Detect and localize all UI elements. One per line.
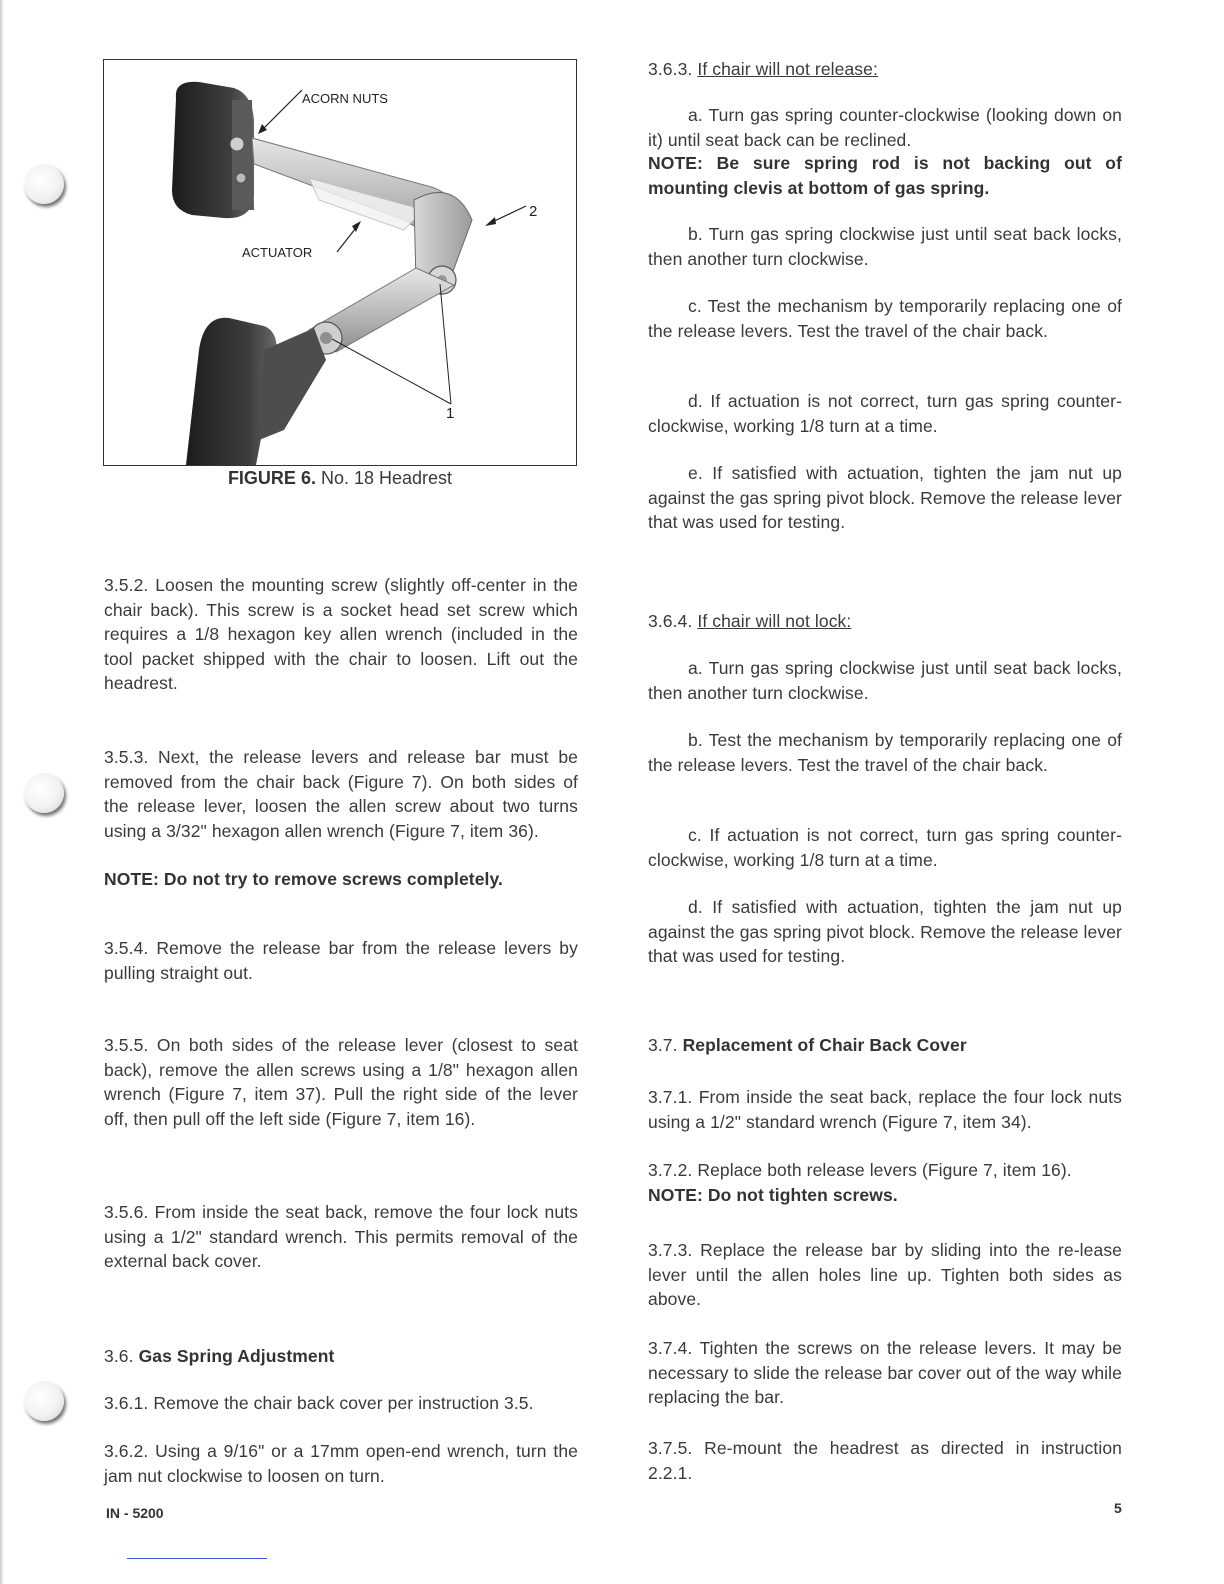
note-3-6-3: NOTE: Be sure spring rod is not backing out of mounting clevis at bottom of gas spring. [648,153,1122,198]
label-acorn-nuts: ACORN NUTS [302,91,388,106]
headrest-illustration [104,60,576,465]
heading-3-6-4-number: 3.6.4. [648,611,693,631]
heading-3-6-3-title: If chair will not release: [697,59,878,79]
para-3-6-3-d: d. If actuation is not correct, turn gas spring counter-clockwise, working 1/8 turn at a time. [648,391,1122,436]
para-3-5-3: 3.5.3. Next, the release levers and release bar must be removed from the chair back (Figure 7). On both sides of the release lever, loosen the allen screw about two turns using a 3/32" hexagon allen wrench (Figure 7, item 36). [104,747,578,841]
callout-1: 1 [446,405,455,422]
heading-3-7-title: Replacement of Chair Back Cover [682,1035,967,1055]
para-3-6-4-b: b. Test the mechanism by temporarily replacing one of the release levers. Test the travel of the chair back. [648,730,1122,775]
note-3-5-3: NOTE: Do not try to remove screws completely. [104,869,503,889]
heading-3-7 [648,1033,1122,1058]
page-edge-shadow [0,0,4,1584]
para-3-6-3-a: a. Turn gas spring counter-clockwise (looking down on it) until seat back can be reclined. [648,105,1122,150]
heading-3-6 [104,1344,578,1369]
para-3-6-4-c: c. If actuation is not correct, turn gas spring counter-clockwise, working 1/8 turn at a time. [648,825,1122,870]
binder-hole-bottom [24,1381,64,1421]
heading-3-6-4 [648,609,1122,634]
binder-hole-top [24,164,64,204]
callout-2: 2 [529,203,538,220]
figure-6-caption [103,468,577,489]
para-3-7-1: 3.7.1. From inside the seat back, replace the four lock nuts using a 1/2" standard wrench (Figure 7, item 34). [648,1087,1122,1132]
para-3-6-3-e: e. If satisfied with actuation, tighten the jam nut up against the gas spring pivot block. Remove the release lever that was used for testing. [648,463,1122,532]
para-3-6-2: 3.6.2. Using a 9/16" or a 17mm open-end wrench, turn the jam nut clockwise to loosen on turn. [104,1441,578,1486]
para-3-7-5: 3.7.5. Re-mount the headrest as directed in instruction 2.2.1. [648,1438,1122,1483]
para-3-7-4: 3.7.4. Tighten the screws on the release levers. It may be necessary to slide the release bar cover out of the way while replacing the bar. [648,1338,1122,1407]
para-3-7-3: 3.7.3. Replace the release bar by sliding into the re-lease lever until the allen holes line up. Tighten both sides as above. [648,1240,1122,1309]
heading-3-6-title: Gas Spring Adjustment [138,1346,335,1366]
note-3-7-2: NOTE: Do not tighten screws. [648,1185,898,1205]
para-3-5-6: 3.5.6. From inside the seat back, remove the four lock nuts using a 1/2" standard wrench. This permits removal of the external back cover. [104,1202,578,1271]
para-3-6-1: 3.6.1. Remove the chair back cover per instruction 3.5. [104,1393,534,1413]
document-number: IN - 5200 [106,1505,164,1521]
para-3-6-3-c: c. Test the mechanism by temporarily replacing one of the release levers. Test the travel of the chair back. [648,296,1122,341]
figure-caption-label: FIGURE 6. [227,468,316,488]
heading-3-6-number: 3.6. [104,1346,134,1366]
para-3-5-5: 3.5.5. On both sides of the release lever (closest to seat back), remove the allen screws using a 1/8" hexagon allen wrench (Figure 7, item 37). Pull the right side of the lever off, then pull off the left side (Figure 7, item 16). [104,1035,578,1129]
para-3-7-2: 3.7.2. Replace both release levers (Figure 7, item 16). [648,1160,1072,1180]
binder-hole-middle [24,773,64,813]
para-3-6-3-b: b. Turn gas spring clockwise just until seat back locks, then another turn clockwise. [648,224,1122,269]
para-3-5-2: 3.5.2. Loosen the mounting screw (slightly off-center in the chair back). This screw is a socket head set screw which requires a 1/8 hexagon key allen wrench (included in the tool packet shipped with the chair to loosen. Lift out the headrest. [104,575,578,693]
bottom-edge-line [127,1558,267,1559]
heading-3-6-3 [648,57,1122,82]
page-number: 5 [1114,1500,1122,1516]
para-3-5-4: 3.5.4. Remove the release bar from the release levers by pulling straight out. [104,938,578,983]
figure-6-headrest-photo [103,59,577,466]
para-3-6-4-d: d. If satisfied with actuation, tighten the jam nut up against the gas spring pivot block. Remove the release lever that was used for testing. [648,897,1122,966]
heading-3-6-4-title: If chair will not lock: [697,611,852,631]
label-actuator: ACTUATOR [242,245,313,260]
para-3-6-4-a: a. Turn gas spring clockwise just until seat back locks, then another turn clockwise. [648,658,1122,703]
heading-3-6-3-number: 3.6.3. [648,59,693,79]
heading-3-7-number: 3.7. [648,1035,678,1055]
figure-caption-text: No. 18 Headrest [320,468,453,488]
